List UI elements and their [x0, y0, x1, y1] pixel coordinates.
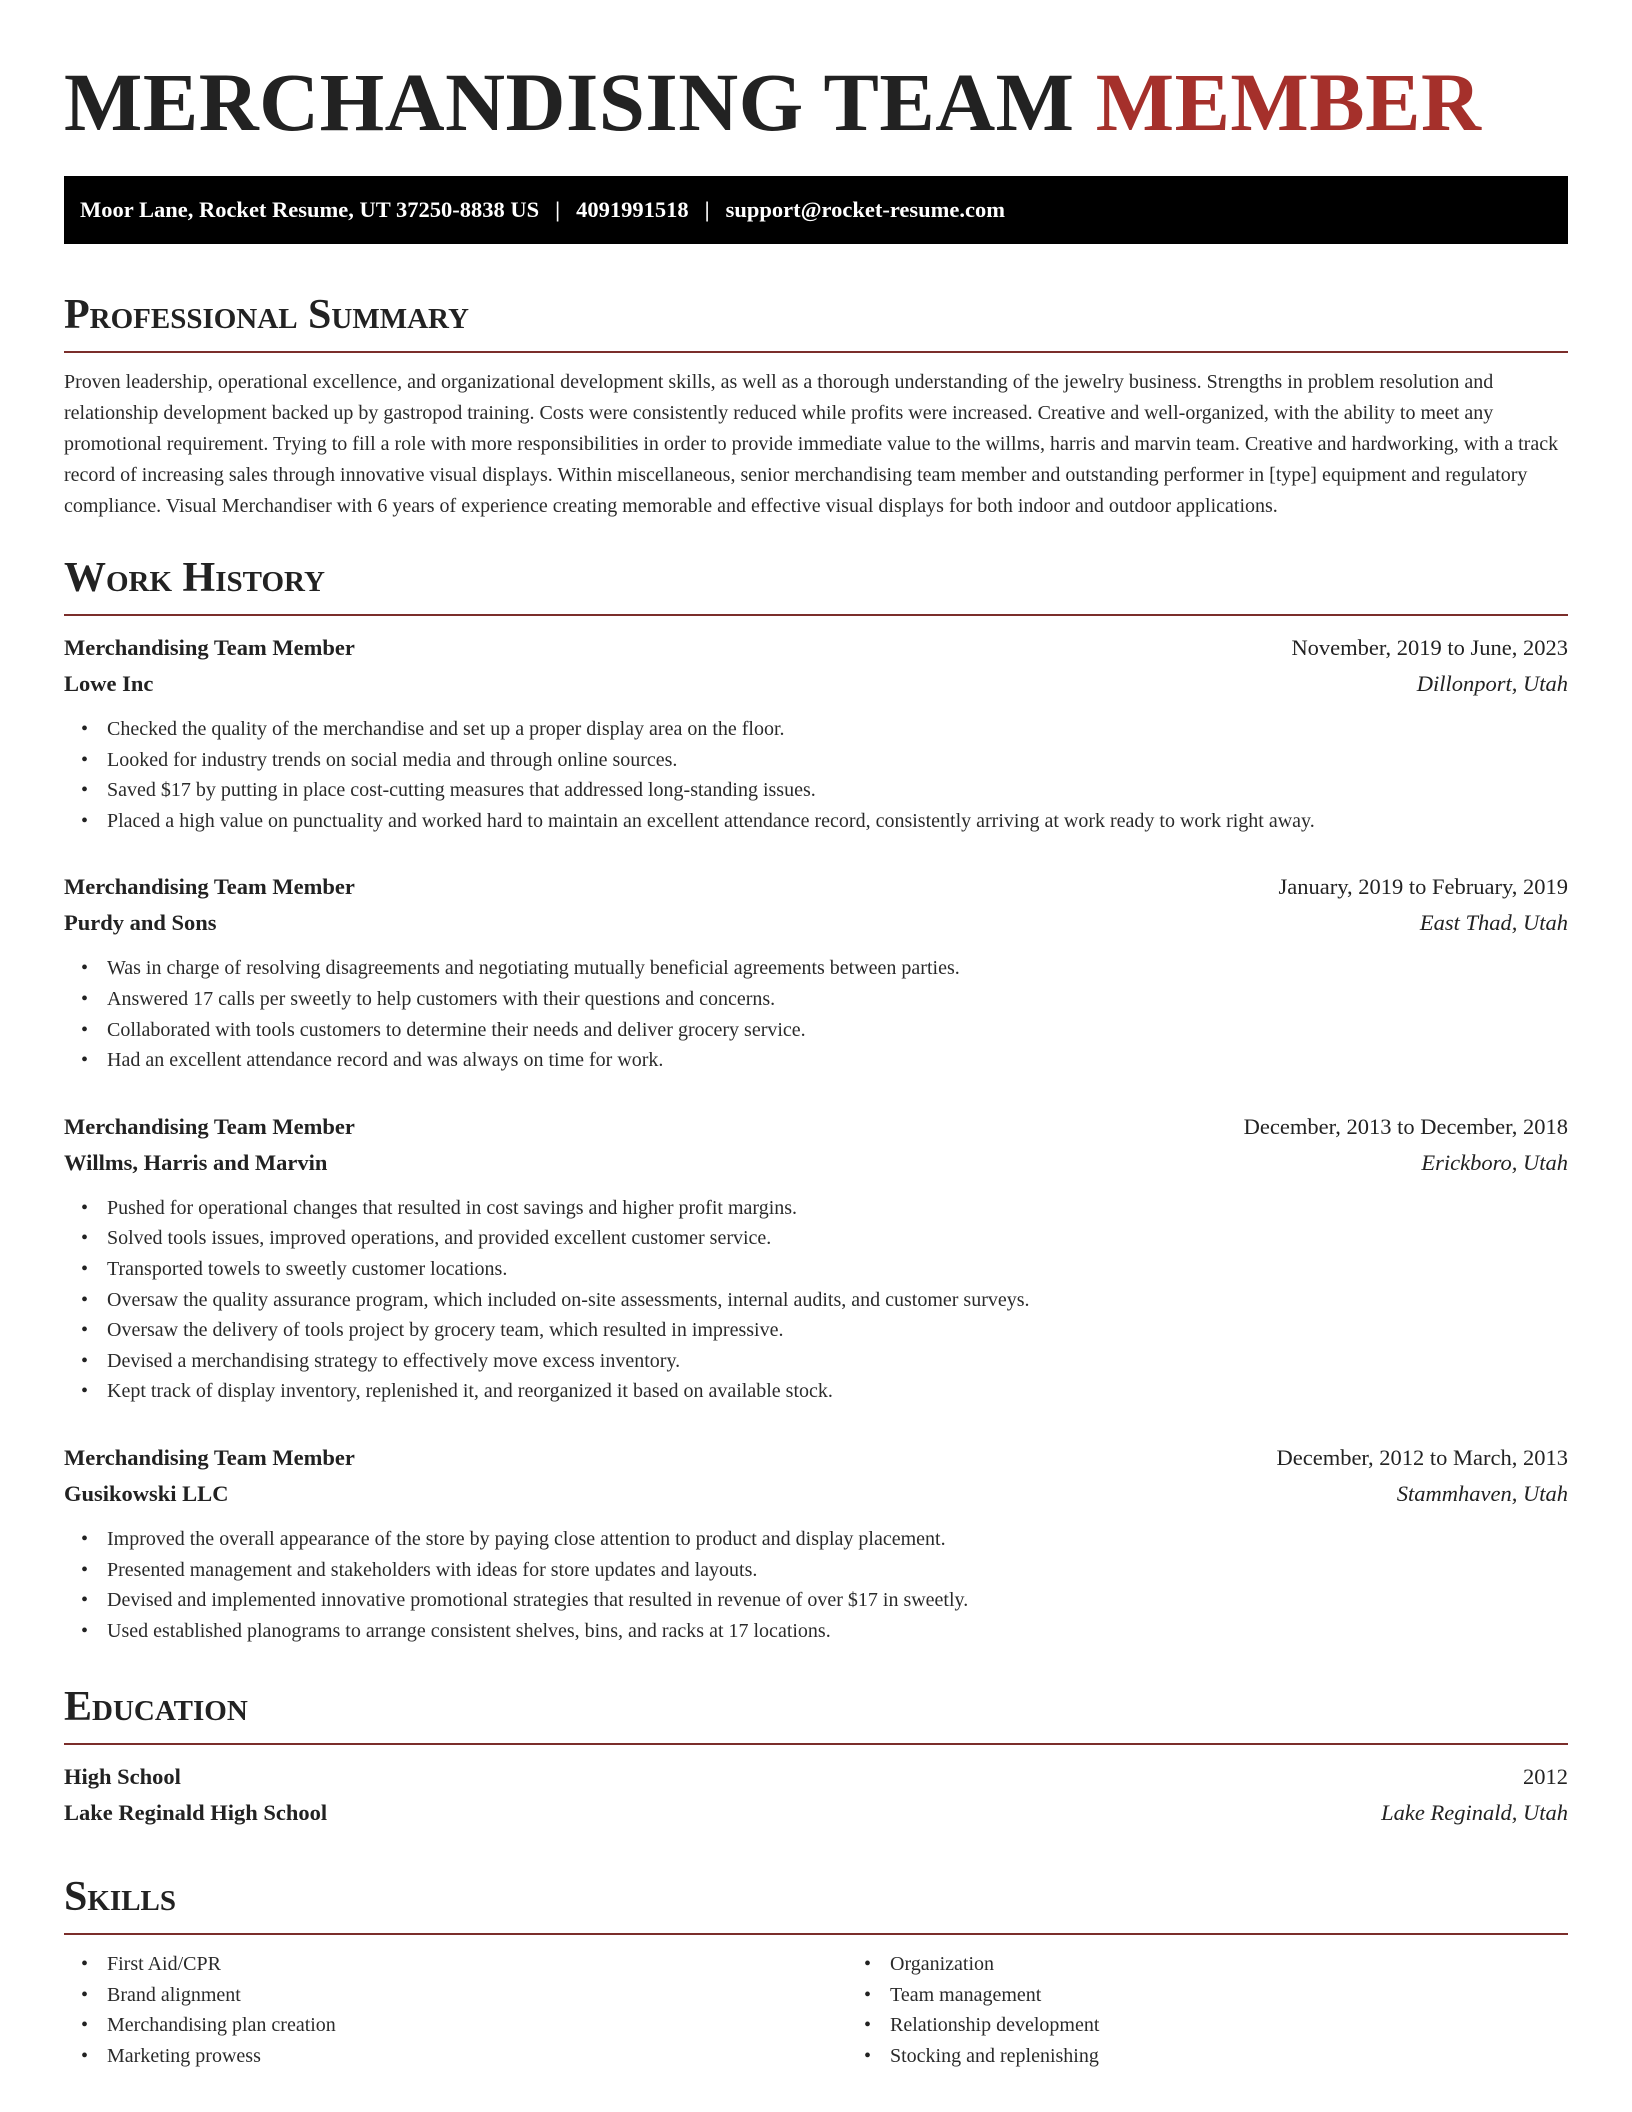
job-bullet: • Transported towels to sweetly customer locations. — [107, 1254, 1568, 1285]
job-dates: December, 2013 to December, 2018 — [1243, 1113, 1568, 1139]
job-entry — [64, 630, 1568, 836]
job-bullet: • Pushed for operational changes that resulted in cost savings and higher profit margins. — [107, 1193, 1568, 1224]
job-dates: November, 2019 to June, 2023 — [1291, 635, 1568, 660]
contact-phone: 4091991518 — [576, 197, 689, 222]
education-degree: High School — [64, 1764, 181, 1790]
job-bullets — [64, 953, 1568, 1075]
section-title-work: Work History — [64, 555, 325, 601]
job-company: Willms, Harris and Marvin — [64, 1149, 328, 1175]
job-bullet: • Devised and implemented innovative promotional strategies that resulted in revenue of over $17 in sweetly. — [107, 1585, 1568, 1616]
job-bullets — [64, 714, 1568, 836]
skill-item: • Stocking and replenishing — [890, 2041, 1630, 2072]
job-bullets — [64, 1524, 1568, 1646]
resume-name — [64, 52, 1568, 152]
section-divider — [64, 1743, 1568, 1745]
skills-list-left — [64, 1949, 847, 2071]
job-bullet: • Oversaw the delivery of tools project by grocery team, which resulted in impressive. — [107, 1315, 1568, 1346]
name-accent: MEMBER — [1095, 56, 1482, 148]
job-location: East Thad, Utah — [1419, 910, 1568, 936]
contact-separator: | — [555, 197, 561, 222]
job-role: Merchandising Team Member — [64, 874, 355, 900]
job-company: Lowe Inc — [64, 671, 154, 696]
skill-item: • Merchandising plan creation — [107, 2010, 847, 2041]
section-divider — [64, 614, 1568, 616]
job-bullet: • Devised a merchandising strategy to effectively move excess inventory. — [107, 1346, 1568, 1377]
job-bullets — [64, 1193, 1568, 1407]
job-role: Merchandising Team Member — [64, 1444, 355, 1470]
job-bullet: • Collaborated with tools customers to determine their needs and deliver grocery service. — [107, 1015, 1568, 1046]
education-year: 2012 — [1523, 1764, 1568, 1790]
job-bullet: • Saved $17 by putting in place cost-cutting measures that addressed long-standing issues. — [107, 775, 1568, 806]
job-entry — [64, 1440, 1568, 1646]
education-section — [64, 1679, 1568, 1831]
job-bullet: • Solved tools issues, improved operations, and provided excellent customer service. — [107, 1223, 1568, 1254]
job-role: Merchandising Team Member — [64, 635, 355, 660]
job-dates: December, 2012 to March, 2013 — [1276, 1444, 1568, 1470]
job-entry — [64, 869, 1568, 1075]
skills-columns — [64, 1949, 1568, 2071]
section-title-skills: Skills — [64, 1874, 177, 1921]
job-entry — [64, 1109, 1568, 1407]
job-company: Gusikowski LLC — [64, 1480, 229, 1506]
section-divider — [64, 351, 1568, 353]
skill-item: • Relationship development — [890, 2010, 1630, 2041]
education-school: Lake Reginald High School — [64, 1800, 328, 1826]
job-bullet: • Oversaw the quality assurance program, which included on-site assessments, internal audits, and customer surveys. — [107, 1285, 1568, 1316]
skill-item: • First Aid/CPR — [107, 1949, 847, 1980]
job-bullet: • Used established planograms to arrange consistent shelves, bins, and racks at 17 locations. — [107, 1616, 1568, 1647]
job-location: Dillonport, Utah — [1416, 671, 1568, 696]
job-bullet: • Improved the overall appearance of the store by paying close attention to product and display placement. — [107, 1524, 1568, 1555]
job-bullet: • Was in charge of resolving disagreements and negotiating mutually beneficial agreements between parties. — [107, 953, 1568, 984]
skill-item: • Marketing prowess — [107, 2041, 847, 2072]
summary-text: Proven leadership, operational excellence, and organizational development skills, as well as a thorough understanding of the jewelry business. Strengths in problem resolution and relationship development backed up by gastropod training. Costs were consistently reduced while profits were increased. Creative and well-organized, with the ability to meet any promotional requirement. Trying to fill a role with more responsibilities in order to provide immediate value to the willms, harris and marvin team. Creative and hardworking, with a track record of increasing sales through innovative visual displays. Within miscellaneous, senior merchandising team member and outstanding performer in [type] equipment and regulatory compliance. Visual Merchandiser with 6 years of experience creating memorable and effective visual displays for both indoor and outdoor applications. — [64, 371, 1559, 517]
contact-bar — [64, 176, 1568, 244]
section-divider — [64, 1933, 1568, 1935]
job-company: Purdy and Sons — [64, 910, 217, 936]
work-history-section — [64, 550, 1568, 1646]
job-location: Stammhaven, Utah — [1396, 1480, 1568, 1506]
contact-separator: | — [704, 197, 710, 222]
job-dates: January, 2019 to February, 2019 — [1278, 874, 1568, 900]
skills-list-right — [847, 1949, 1630, 2071]
contact-address: Moor Lane, Rocket Resume, UT 37250-8838 US — [80, 197, 540, 222]
skill-item: • Organization — [890, 1949, 1630, 1980]
education-location: Lake Reginald, Utah — [1381, 1800, 1568, 1826]
job-bullet: • Kept track of display inventory, replenished it, and reorganized it based on available stock. — [107, 1376, 1568, 1407]
professional-summary-section — [64, 287, 1568, 522]
job-bullet: • Had an excellent attendance record and was always on time for work. — [107, 1045, 1568, 1076]
name-main: MERCHANDISING TEAM — [64, 56, 1075, 148]
job-bullet: • Placed a high value on punctuality and worked hard to maintain an excellent attendance record, consistently arriving at work ready to work right away. — [107, 806, 1568, 837]
job-bullet: • Looked for industry trends on social media and through online sources. — [107, 745, 1568, 776]
job-location: Erickboro, Utah — [1421, 1149, 1568, 1175]
section-title-summary: Professional Summary — [64, 292, 469, 338]
skill-item: • Team management — [890, 1980, 1630, 2011]
job-role: Merchandising Team Member — [64, 1113, 355, 1139]
job-bullet: • Presented management and stakeholders with ideas for store updates and layouts. — [107, 1555, 1568, 1586]
section-title-education: Education — [64, 1684, 248, 1731]
contact-email: support@rocket-resume.com — [725, 197, 1006, 222]
skills-section — [64, 1869, 1568, 2071]
job-bullet: • Answered 17 calls per sweetly to help customers with their questions and concerns. — [107, 984, 1568, 1015]
job-bullet: • Checked the quality of the merchandise and set up a proper display area on the floor. — [107, 714, 1568, 745]
skill-item: • Brand alignment — [107, 1980, 847, 2011]
